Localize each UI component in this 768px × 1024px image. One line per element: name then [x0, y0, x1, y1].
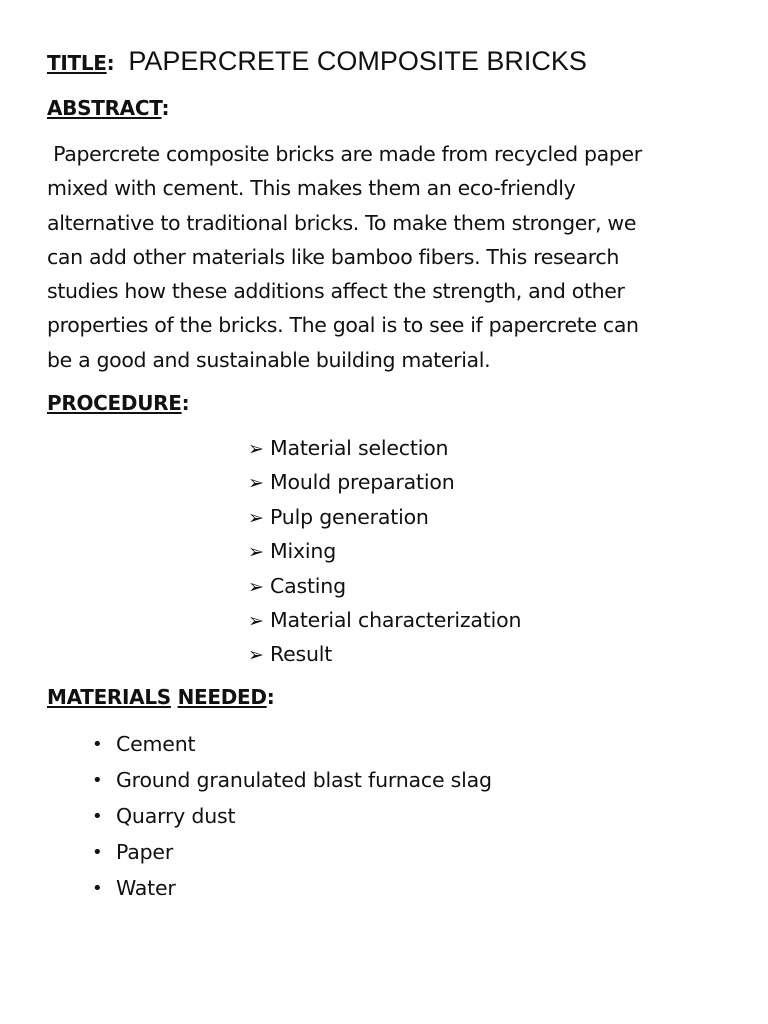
arrow-bullet-icon: ➢	[248, 575, 264, 598]
abstract-line: mixed with cement. This makes them an eco-friendly	[47, 176, 576, 201]
procedure-step	[248, 500, 521, 534]
procedure-step	[248, 465, 521, 499]
materials-heading	[47, 685, 274, 709]
abstract-line: properties of the bricks. The goal is to see if papercrete can	[47, 313, 639, 338]
procedure-heading	[47, 391, 189, 415]
material-item	[92, 870, 492, 906]
procedure-label: PROCEDURE	[47, 391, 182, 415]
materials-list	[92, 726, 492, 906]
abstract-heading	[47, 96, 169, 120]
procedure-step	[248, 637, 521, 671]
procedure-step-label: Material selection	[270, 436, 449, 460]
abstract-label: ABSTRACT	[47, 96, 162, 120]
arrow-bullet-icon: ➢	[248, 644, 264, 667]
materials-label: MATERIALS	[47, 685, 171, 709]
material-label: Quarry dust	[116, 804, 236, 828]
dot-bullet-icon: •	[92, 806, 103, 827]
needed-label: NEEDED	[177, 685, 267, 709]
arrow-bullet-icon: ➢	[248, 506, 264, 529]
dot-bullet-icon: •	[92, 734, 103, 755]
material-item	[92, 834, 492, 870]
procedure-step-label: Mixing	[270, 539, 337, 564]
abstract-paragraph	[47, 137, 727, 377]
abstract-line: be a good and sustainable building material.	[47, 347, 491, 372]
arrow-bullet-icon: ➢	[248, 541, 264, 564]
material-item	[92, 798, 492, 834]
document-title: PAPERCRETE COMPOSITE BRICKS	[128, 46, 587, 76]
procedure-step-label: Pulp generation	[270, 504, 429, 529]
procedure-step-label: Casting	[270, 573, 346, 598]
material-label: Paper	[116, 840, 174, 864]
materials-colon: :	[266, 685, 275, 709]
procedure-step-label: Mould preparation	[270, 470, 455, 495]
arrow-bullet-icon: ➢	[248, 472, 264, 495]
title-heading	[47, 46, 587, 77]
abstract-line: Papercrete composite bricks are made from recycled paper	[47, 142, 642, 166]
arrow-bullet-icon: ➢	[248, 609, 264, 632]
material-label: Ground granulated blast furnace slag	[116, 768, 492, 792]
dot-bullet-icon: •	[92, 842, 103, 863]
procedure-steps-list	[248, 431, 521, 672]
procedure-step	[248, 603, 521, 637]
title-label: TITLE	[47, 51, 107, 75]
abstract-colon: :	[161, 96, 170, 120]
material-item	[92, 726, 492, 762]
material-item	[92, 762, 492, 798]
material-label: Cement	[116, 732, 196, 756]
procedure-colon: :	[181, 391, 190, 415]
abstract-line: can add other materials like bamboo fibers. This research	[47, 244, 619, 269]
procedure-step	[248, 569, 521, 603]
dot-bullet-icon: •	[92, 878, 103, 899]
procedure-step	[248, 534, 521, 568]
procedure-step-label: Result	[270, 642, 333, 667]
procedure-step	[248, 431, 521, 465]
material-label: Water	[116, 876, 176, 900]
abstract-line: alternative to traditional bricks. To make them stronger, we	[47, 210, 637, 235]
arrow-bullet-icon: ➢	[248, 438, 264, 460]
title-colon: :	[106, 51, 115, 75]
procedure-step-label: Material characterization	[270, 607, 522, 632]
dot-bullet-icon: •	[92, 770, 103, 791]
abstract-line: studies how these additions affect the strength, and other	[47, 279, 625, 304]
